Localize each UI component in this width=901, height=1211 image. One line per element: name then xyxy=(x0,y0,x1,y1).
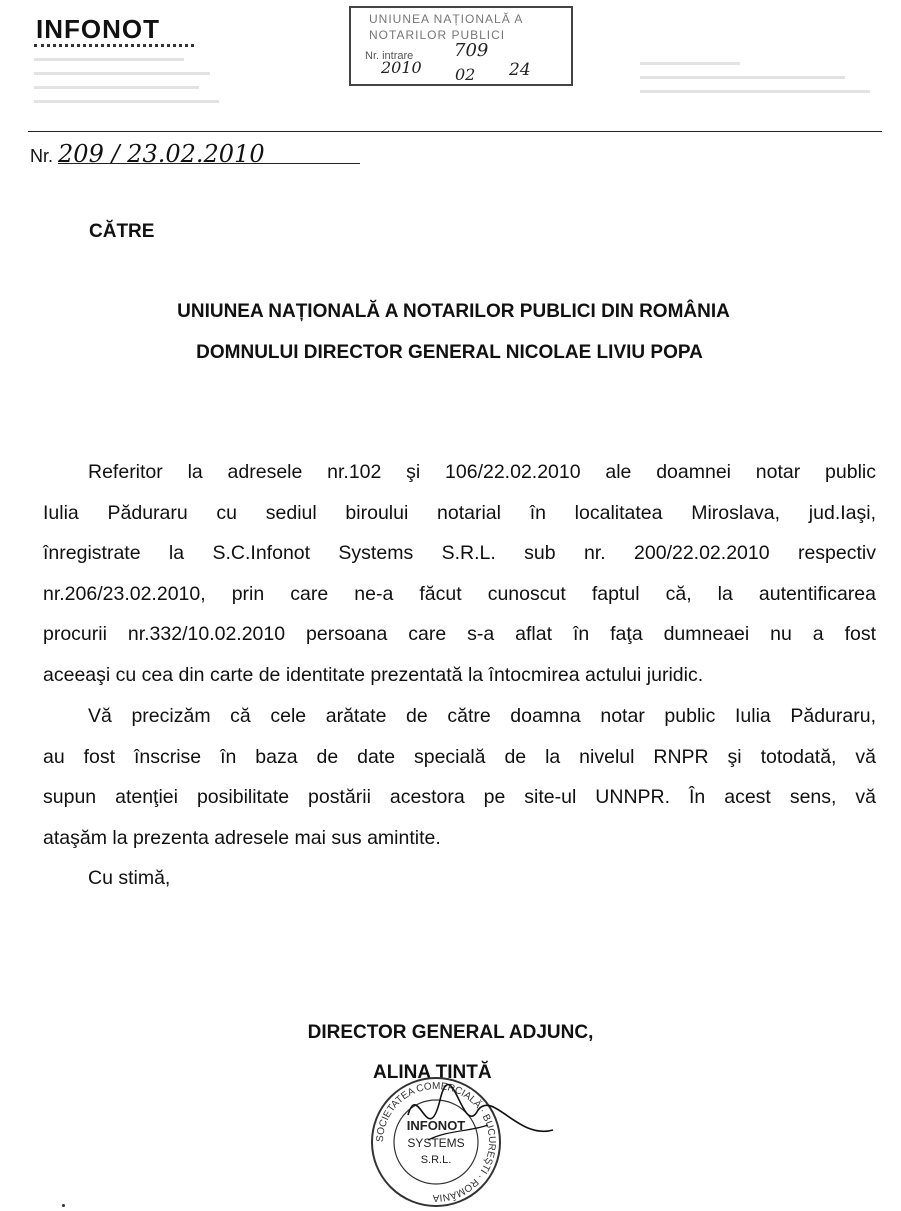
faded-header-line xyxy=(34,72,210,75)
catre-heading: CĂTRE xyxy=(89,221,155,242)
company-seal-icon xyxy=(368,1070,568,1210)
closing-line xyxy=(88,858,876,899)
signatory-title: DIRECTOR GENERAL ADJUNC, xyxy=(307,1022,594,1043)
closing-text: Cu stimă, xyxy=(88,867,171,889)
stamp-day: 24 xyxy=(509,60,531,80)
header-rule xyxy=(28,131,882,132)
paragraph-line: procurii nr.332/10.02.2010 persoana care s-a aflat în faţa dumneaei nu a fost xyxy=(43,623,876,645)
recipient-line-2: DOMNULUI DIRECTOR GENERAL NICOLAE LIVIU POPA xyxy=(196,342,703,363)
seal-ring-text: SOCIETATEA COMERCIALĂ · BUCUREŞTI · ROMÂNIA xyxy=(374,1080,498,1204)
stamp-month: 02 xyxy=(455,65,476,84)
reference-underline xyxy=(58,163,360,164)
paragraph-line: Iulia Păduraru cu sediul biroului notarial în localitatea Miroslava, jud.Iaşi, xyxy=(43,501,876,524)
paragraph-1 xyxy=(43,452,876,695)
seal-center-2: SYSTEMS xyxy=(407,1136,465,1150)
paragraph-line: au fost înscrise în baza de date specială de la nivelul RNPR şi totodată, vă xyxy=(43,745,876,768)
paragraph-line: ataşăm la prezenta adresele mai sus amintite. xyxy=(43,826,441,849)
stamp-entry-label: Nr. intrare xyxy=(365,50,414,62)
faded-header-line xyxy=(34,58,184,61)
paragraph-line: Referitor la adresele nr.102 şi 106/22.02.2010 ale doamnei notar public xyxy=(88,461,876,483)
seal-center-3: S.R.L. xyxy=(420,1154,452,1166)
company-logo: INFONOT xyxy=(36,14,160,44)
logo-underline xyxy=(34,44,194,50)
stamp-year: 2010 xyxy=(381,58,422,77)
paragraph-line: supun atenţiei posibilitate postării acestora pe site-ul UNNPR. În acest sens, vă xyxy=(43,786,876,808)
registration-stamp xyxy=(349,6,573,86)
paragraph-2 xyxy=(43,696,876,858)
scan-dot xyxy=(62,1204,65,1207)
paragraph-line: aceeaşi cu cea din carte de identitate prezentată la întocmirea actului juridic. xyxy=(43,663,704,686)
stamp-line-1: UNIUNEA NAȚIONALĂ A xyxy=(369,12,524,26)
faded-header-line xyxy=(640,62,740,65)
reference-prefix: Nr. xyxy=(30,146,54,166)
paragraph-line: Vă precizăm că cele arătate de către doamna notar public Iulia Păduraru, xyxy=(88,705,876,727)
reference-handwritten: 209 / 23.02.2010 xyxy=(58,140,265,168)
seal-center-1: INFONOT xyxy=(406,1118,466,1133)
faded-header-line xyxy=(34,100,219,103)
signatory-name: ALINA TINTĂ xyxy=(373,1062,492,1083)
faded-header-line xyxy=(640,76,845,79)
stamp-entry-number: 709 xyxy=(454,40,489,61)
faded-header-line xyxy=(640,90,870,93)
paragraph-line: înregistrate la S.C.Infonot Systems S.R.L. sub nr. 200/22.02.2010 respectiv xyxy=(43,542,876,564)
faded-header-line xyxy=(34,86,199,89)
paragraph-line: nr.206/23.02.2010, prin care ne-a făcut cunoscut faptul că, la autentificarea xyxy=(43,582,876,605)
stamp-line-2: NOTARILOR PUBLICI xyxy=(369,28,506,42)
recipient-line-1: UNIUNEA NAȚIONALĂ A NOTARILOR PUBLICI DIN ROMÂNIA xyxy=(177,301,730,322)
